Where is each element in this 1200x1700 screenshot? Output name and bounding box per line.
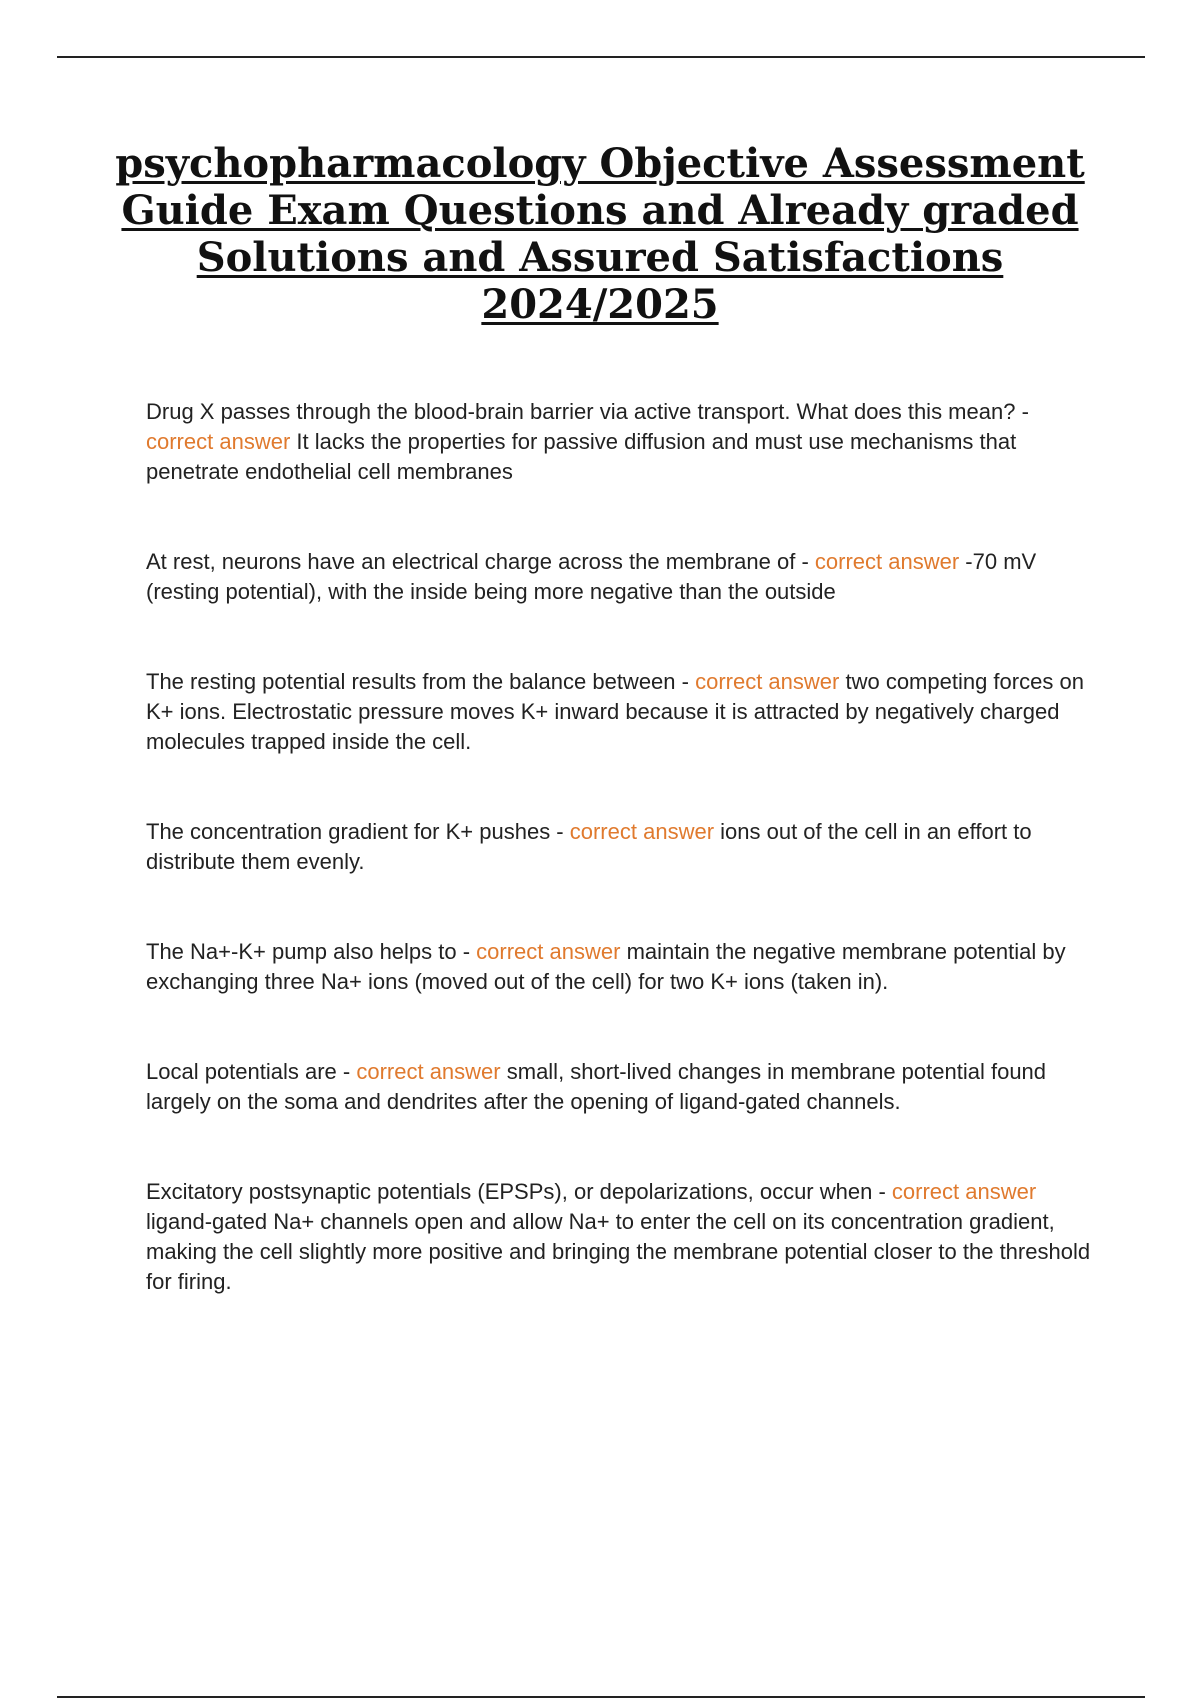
answer-label: correct answer [814,549,960,574]
answer-text: ions out of the cell in an effort to distribute them evenly. [146,819,1032,874]
answer-label: correct answer [569,819,715,844]
document-title: psychopharmacology Objective Assessment Guide Exam Questions and Already graded Solutions and Assured Satisfactions 2024/2025 [115,140,1085,328]
qa-item [146,1177,1096,1297]
answer-text: small, short-lived changes in membrane potential found largely on the soma and dendrites after the opening of ligand-gated channels. [146,1059,1047,1114]
question-text: The concentration gradient for K+ pushes - [146,819,570,844]
question-text: Drug X passes through the blood-brain barrier via active transport. What does this mean? - [146,399,1029,424]
answer-label: correct answer [891,1179,1037,1204]
answer-label: correct answer [695,669,840,694]
question-text: The resting potential results from the balance between - [146,669,696,694]
answer-text: two competing forces on K+ ions. Electrostatic pressure moves K+ inward because it is attracted by negatively charged molecules trapped inside the cell. [146,669,1084,754]
answer-label: correct answer [476,939,621,964]
qa-item [146,547,1096,607]
answer-text: maintain the negative membrane potential by exchanging three Na+ ions (moved out of the cell) for two K+ ions (taken in). [146,939,1066,994]
answer-text: -70 mV (resting potential), with the inside being more negative than the outside [146,549,1037,604]
answer-text: It lacks the properties for passive diffusion and must use mechanisms that penetrate endothelial cell membranes [146,429,1017,484]
qa-item [146,397,1096,487]
question-text: Excitatory postsynaptic potentials (EPSPs), or depolarizations, occur when - [146,1179,892,1204]
answer-label: correct answer [146,429,291,454]
question-text: Local potentials are - [146,1059,357,1084]
question-text: At rest, neurons have an electrical charge across the membrane of - [146,549,815,574]
qa-item [146,937,1096,997]
qa-item [146,817,1096,877]
bottom-divider [57,1696,1145,1698]
qa-list [146,397,1096,1357]
qa-item [146,667,1096,757]
top-divider [57,56,1145,58]
answer-text: ligand-gated Na+ channels open and allow Na+ to enter the cell on its concentration gradient, making the cell slightly more positive and bringing the membrane potential closer to the threshold for firing. [146,1209,1091,1294]
answer-label: correct answer [356,1059,501,1084]
question-text: The Na+-K+ pump also helps to - [146,939,477,964]
qa-item [146,1057,1096,1117]
